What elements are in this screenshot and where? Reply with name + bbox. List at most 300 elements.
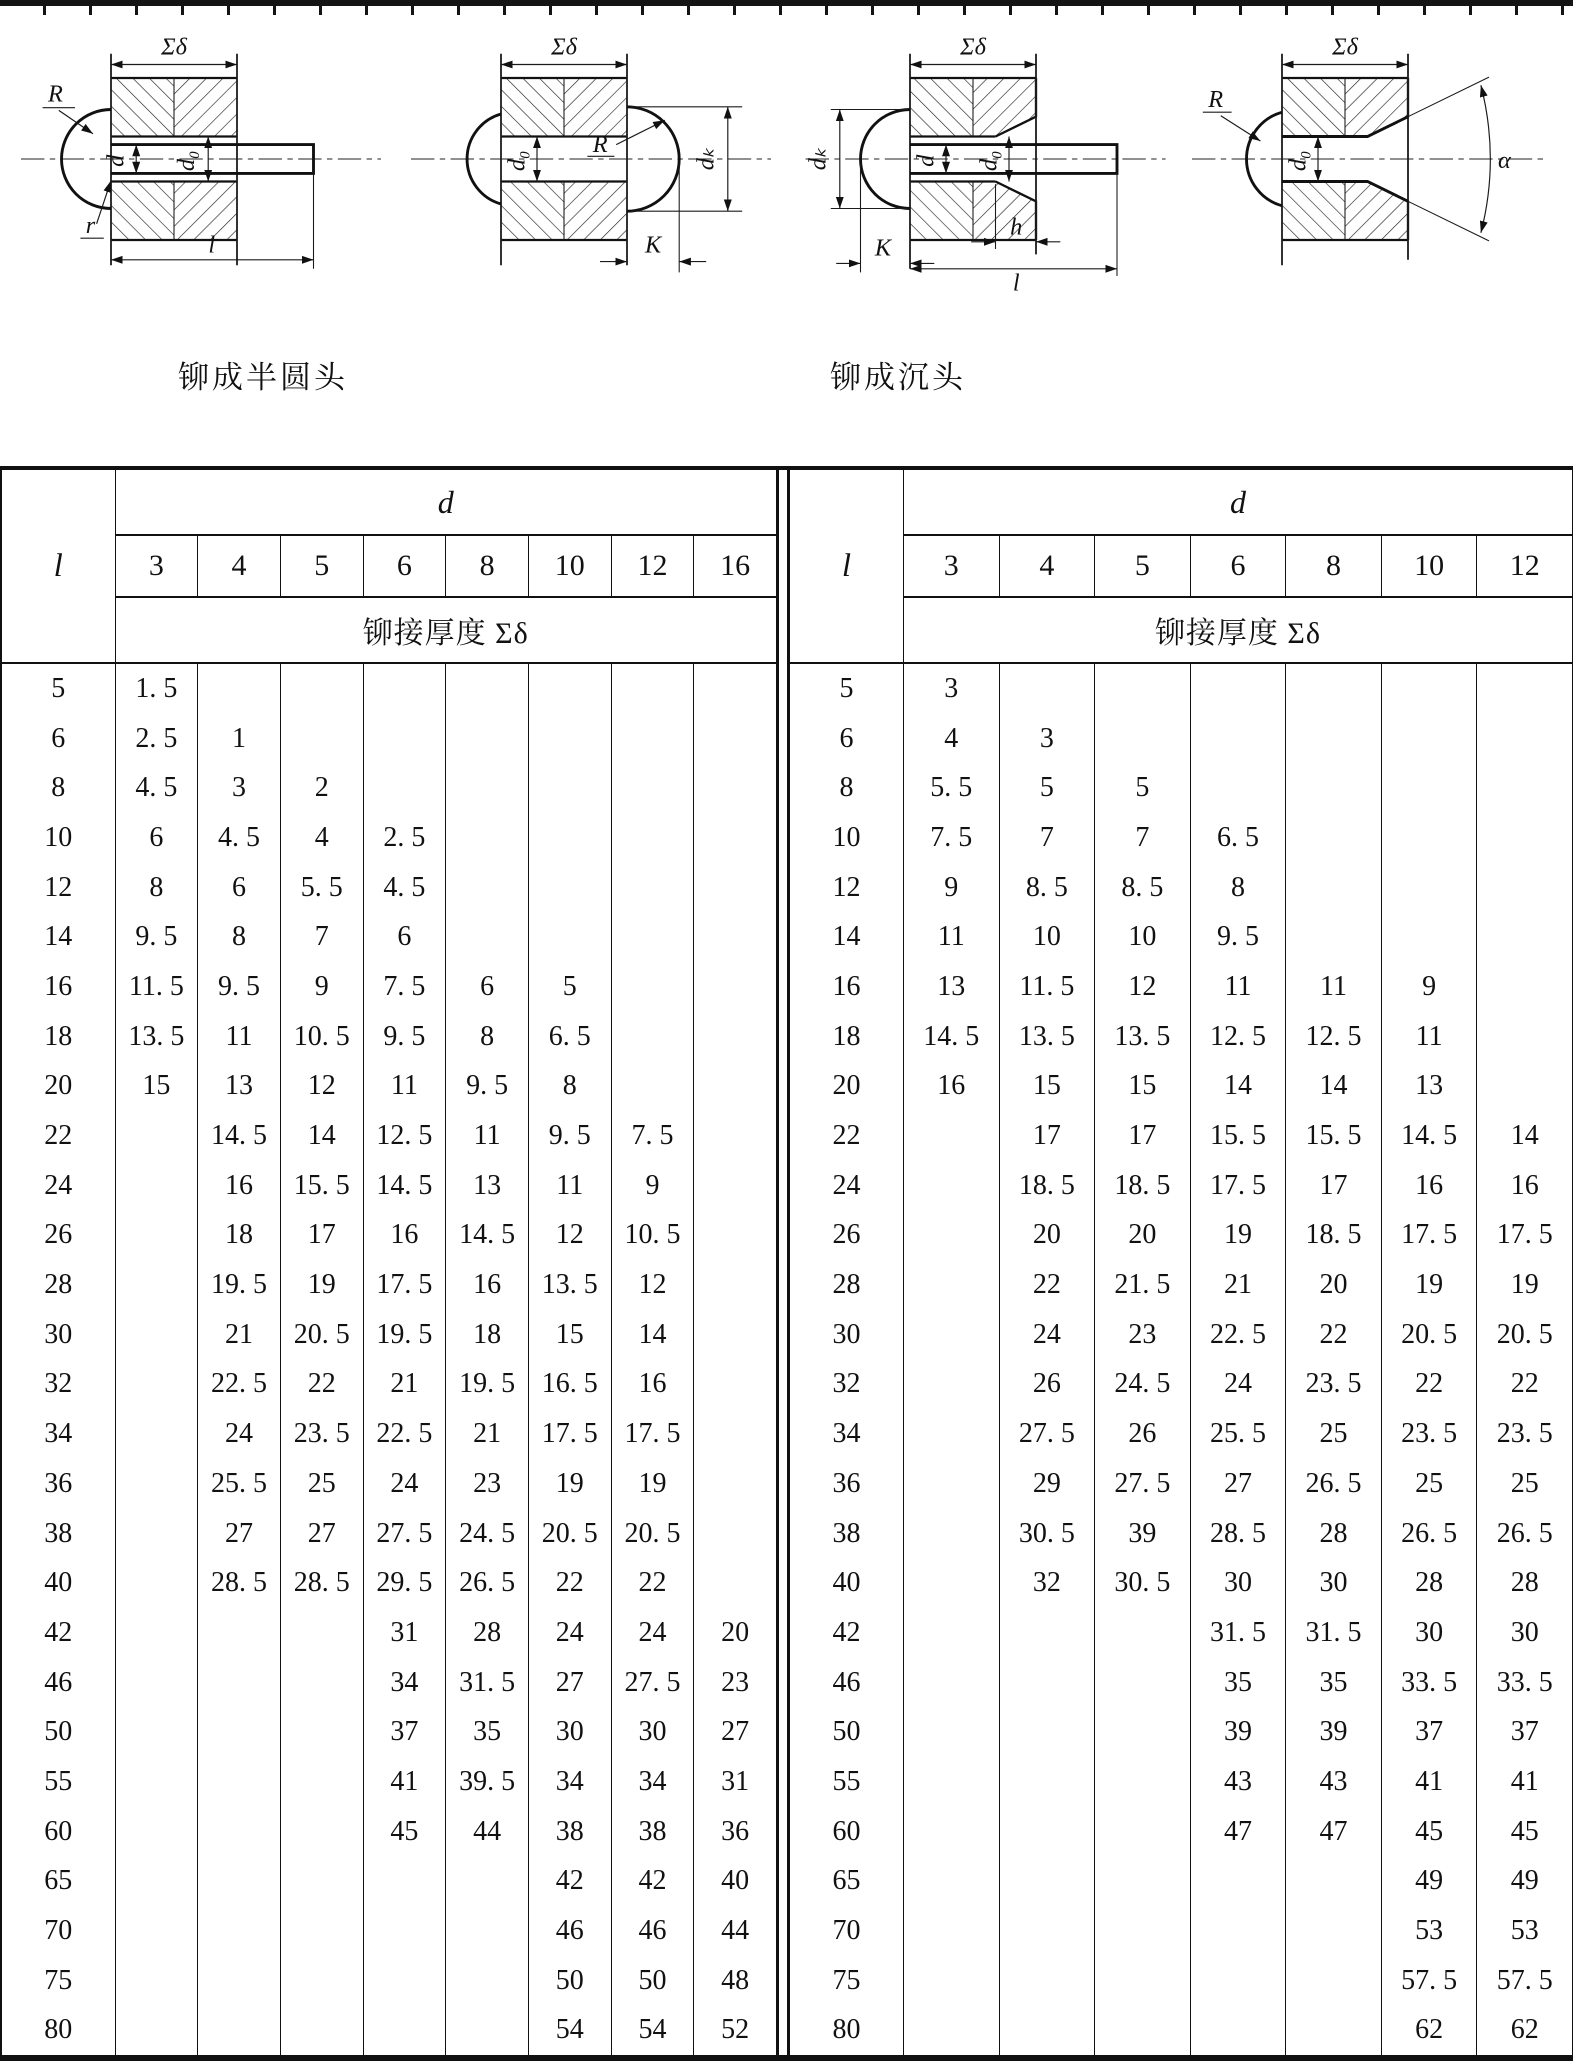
cell: 17. 5 — [611, 1409, 694, 1459]
cell — [694, 863, 777, 913]
cell: 1. 5 — [115, 663, 198, 714]
row-label-l: 28 — [790, 1260, 904, 1310]
cell: 19 — [1477, 1260, 1573, 1310]
cell — [1381, 763, 1477, 813]
cell: 34 — [363, 1658, 446, 1708]
row-label-l: 65 — [1, 1857, 115, 1907]
cell — [904, 1807, 1000, 1857]
cell — [115, 1707, 198, 1757]
cell: 62 — [1477, 2006, 1573, 2056]
cell: 5 — [528, 962, 611, 1012]
cell: 26 — [1095, 1409, 1191, 1459]
cell — [528, 714, 611, 764]
cell — [446, 863, 529, 913]
cell: 23. 5 — [1477, 1409, 1573, 1459]
row-label-l: 22 — [790, 1111, 904, 1161]
table-row — [790, 1012, 1573, 1062]
cell: 19 — [1190, 1211, 1286, 1261]
cell — [280, 1807, 363, 1857]
cell: 20 — [1095, 1211, 1191, 1261]
cell — [280, 1707, 363, 1757]
cell: 8 — [1190, 863, 1286, 913]
cell: 2. 5 — [363, 813, 446, 863]
cell: 30 — [1477, 1608, 1573, 1658]
cell — [694, 1459, 777, 1509]
cell: 15 — [1095, 1062, 1191, 1112]
table-row — [790, 813, 1573, 863]
cell: 17. 5 — [528, 1409, 611, 1459]
cell — [446, 813, 529, 863]
cell: 50 — [611, 1956, 694, 2006]
cell — [1477, 863, 1573, 913]
table-row — [790, 2006, 1573, 2056]
cell: 54 — [611, 2006, 694, 2056]
cell — [363, 663, 446, 714]
cell: 22 — [611, 1558, 694, 1608]
cell: 14 — [280, 1111, 363, 1161]
cell: 23 — [694, 1658, 777, 1708]
cell: 26. 5 — [1477, 1509, 1573, 1559]
cell: 4. 5 — [198, 813, 281, 863]
cell: 62 — [1381, 2006, 1477, 2056]
cell: 16. 5 — [528, 1360, 611, 1410]
cell: 28 — [1381, 1558, 1477, 1608]
cell: 17. 5 — [1381, 1211, 1477, 1261]
cell — [280, 2006, 363, 2056]
table-row — [790, 912, 1573, 962]
cell — [904, 1409, 1000, 1459]
cell: 49 — [1477, 1857, 1573, 1907]
cell — [611, 813, 694, 863]
table-row — [1, 962, 777, 1012]
sigma-delta-label: Σδ — [161, 33, 188, 61]
cell: 35 — [1286, 1658, 1382, 1708]
cell: 14 — [1286, 1062, 1382, 1112]
row-label-l: 20 — [790, 1062, 904, 1112]
cell: 4. 5 — [363, 863, 446, 913]
cell: 17 — [280, 1211, 363, 1261]
row-label-l: 55 — [790, 1757, 904, 1807]
cell: 24. 5 — [1095, 1360, 1191, 1410]
cell: 8 — [528, 1062, 611, 1112]
cell — [1477, 714, 1573, 764]
cell: 9. 5 — [528, 1111, 611, 1161]
cell: 54 — [528, 2006, 611, 2056]
cell — [115, 1211, 198, 1261]
cell: 16 — [904, 1062, 1000, 1112]
cell: 5 — [1095, 763, 1191, 813]
table-row — [1, 912, 777, 962]
cell: 8. 5 — [999, 863, 1095, 913]
table-row — [1, 863, 777, 913]
cell — [198, 1956, 281, 2006]
cell: 7. 5 — [611, 1111, 694, 1161]
cell — [1477, 1062, 1573, 1112]
left-table — [0, 470, 777, 2055]
cell: 25 — [280, 1459, 363, 1509]
cell: 43 — [1286, 1757, 1382, 1807]
cell: 6 — [198, 863, 281, 913]
cell: 26. 5 — [446, 1558, 529, 1608]
cell — [1477, 763, 1573, 813]
cell: 45 — [1381, 1807, 1477, 1857]
row-label-l: 16 — [790, 962, 904, 1012]
cell — [363, 2006, 446, 2056]
row-label-l: 18 — [1, 1012, 115, 1062]
cell — [611, 863, 694, 913]
cell: 47 — [1190, 1807, 1286, 1857]
cell: 37 — [363, 1707, 446, 1757]
row-label-l: 55 — [1, 1757, 115, 1807]
cell — [694, 763, 777, 813]
cell — [1381, 912, 1477, 962]
table-row — [1, 714, 777, 764]
cell — [611, 962, 694, 1012]
cell — [694, 663, 777, 714]
length-label: l — [1012, 269, 1020, 294]
cell: 2. 5 — [115, 714, 198, 764]
row-label-l: 6 — [1, 714, 115, 764]
cell: 12. 5 — [1190, 1012, 1286, 1062]
cell: 11 — [528, 1161, 611, 1211]
cell — [363, 1956, 446, 2006]
cell — [1381, 863, 1477, 913]
cell: 28. 5 — [280, 1558, 363, 1608]
radius-label: R — [1207, 85, 1223, 113]
dimensions — [804, 34, 1117, 294]
cell — [999, 663, 1095, 714]
cell: 11. 5 — [115, 962, 198, 1012]
cell — [904, 1310, 1000, 1360]
cell — [1477, 663, 1573, 714]
cell: 21 — [1190, 1260, 1286, 1310]
cell: 9. 5 — [198, 962, 281, 1012]
row-label-l: 28 — [1, 1260, 115, 1310]
cell: 31. 5 — [1190, 1608, 1286, 1658]
cell — [904, 1906, 1000, 1956]
row-label-l: 42 — [790, 1608, 904, 1658]
table-row — [1, 1062, 777, 1112]
cell: 52 — [694, 2006, 777, 2056]
cell: 21 — [198, 1310, 281, 1360]
cell — [1286, 1956, 1382, 2006]
cell: 25 — [1286, 1409, 1382, 1459]
row-label-l: 12 — [790, 863, 904, 913]
cell: 16 — [1381, 1161, 1477, 1211]
cell — [1095, 1757, 1191, 1807]
cell — [115, 1260, 198, 1310]
cell — [1477, 962, 1573, 1012]
cell: 57. 5 — [1381, 1956, 1477, 2006]
table-row — [790, 1956, 1573, 2006]
table-row — [1, 1807, 777, 1857]
cell — [115, 1310, 198, 1360]
cell: 2 — [280, 763, 363, 813]
cell: 15. 5 — [280, 1161, 363, 1211]
table-row — [1, 1012, 777, 1062]
group-header-d: d — [115, 470, 777, 535]
cell: 28. 5 — [1190, 1509, 1286, 1559]
cell — [363, 763, 446, 813]
row-label-l: 40 — [790, 1558, 904, 1608]
cell: 1 — [198, 714, 281, 764]
corner-label-l: l — [790, 470, 904, 663]
row-label-l: 80 — [1, 2006, 115, 2056]
table-row — [790, 1757, 1573, 1807]
row-label-l: 40 — [1, 1558, 115, 1608]
cell — [904, 1608, 1000, 1658]
cell — [1095, 714, 1191, 764]
table-row — [790, 1062, 1573, 1112]
head-height-label: K — [874, 234, 891, 262]
cell: 7. 5 — [363, 962, 446, 1012]
cell: 22 — [999, 1260, 1095, 1310]
cell — [904, 1111, 1000, 1161]
row-label-l: 42 — [1, 1608, 115, 1658]
cell: 50 — [528, 1956, 611, 2006]
cell: 17. 5 — [1190, 1161, 1286, 1211]
row-label-l: 60 — [1, 1807, 115, 1857]
cell: 7 — [999, 813, 1095, 863]
cropped-table-rule — [0, 0, 1573, 21]
cell — [280, 714, 363, 764]
cell — [999, 1807, 1095, 1857]
cell: 35 — [1190, 1658, 1286, 1708]
cell — [1286, 763, 1382, 813]
cell — [446, 1857, 529, 1907]
table-row — [790, 863, 1573, 913]
table-row — [1, 1906, 777, 1956]
cell: 11 — [363, 1062, 446, 1112]
cell: 15 — [115, 1062, 198, 1112]
cell: 27. 5 — [999, 1409, 1095, 1459]
cell — [1381, 663, 1477, 714]
cell — [694, 1310, 777, 1360]
row-label-l: 5 — [790, 663, 904, 714]
cell: 19. 5 — [363, 1310, 446, 1360]
cell: 22. 5 — [363, 1409, 446, 1459]
cell: 23 — [1095, 1310, 1191, 1360]
cell: 23. 5 — [1381, 1409, 1477, 1459]
cell — [115, 1111, 198, 1161]
cell — [1286, 663, 1382, 714]
cell — [528, 763, 611, 813]
cell: 8 — [446, 1012, 529, 1062]
cell: 25 — [1381, 1459, 1477, 1509]
cell: 24 — [528, 1608, 611, 1658]
cell: 39 — [1286, 1707, 1382, 1757]
right-table-wrap — [787, 470, 1573, 2055]
cell — [611, 1062, 694, 1112]
row-label-l: 70 — [790, 1906, 904, 1956]
cell: 53 — [1477, 1906, 1573, 1956]
cell — [1190, 663, 1286, 714]
cell: 14. 5 — [904, 1012, 1000, 1062]
cell: 19 — [611, 1459, 694, 1509]
table-row — [790, 1211, 1573, 1261]
cell: 13. 5 — [1095, 1012, 1191, 1062]
cell: 41 — [1477, 1757, 1573, 1807]
cell: 10 — [1095, 912, 1191, 962]
cell: 38 — [611, 1807, 694, 1857]
cell — [446, 763, 529, 813]
cell — [999, 2006, 1095, 2056]
cell: 24. 5 — [446, 1509, 529, 1559]
cell: 5. 5 — [904, 763, 1000, 813]
diagram-countersunk-after — [1183, 24, 1561, 294]
diagram-row — [0, 24, 1573, 294]
cell — [694, 912, 777, 962]
table-row — [1, 1360, 777, 1410]
cell: 18. 5 — [999, 1161, 1095, 1211]
cell — [446, 1906, 529, 1956]
cell — [694, 1260, 777, 1310]
row-label-l: 75 — [790, 1956, 904, 2006]
cell — [198, 1608, 281, 1658]
cell: 53 — [1381, 1906, 1477, 1956]
cell — [1190, 1857, 1286, 1907]
cell: 13. 5 — [528, 1260, 611, 1310]
cell — [904, 1260, 1000, 1310]
cell: 28. 5 — [198, 1558, 281, 1608]
row-label-l: 10 — [1, 813, 115, 863]
cell: 14. 5 — [198, 1111, 281, 1161]
cell — [999, 1658, 1095, 1708]
cell: 18 — [446, 1310, 529, 1360]
cell — [999, 1857, 1095, 1907]
cell — [1286, 863, 1382, 913]
row-label-l: 22 — [1, 1111, 115, 1161]
cell — [198, 1707, 281, 1757]
cell — [1190, 1956, 1286, 2006]
cell — [1477, 912, 1573, 962]
cell: 31. 5 — [446, 1658, 529, 1708]
cell: 24 — [1190, 1360, 1286, 1410]
cell — [694, 1211, 777, 1261]
cell — [1095, 1906, 1191, 1956]
cell — [694, 1360, 777, 1410]
row-label-l: 26 — [1, 1211, 115, 1261]
cell: 11 — [446, 1111, 529, 1161]
cell: 9 — [1381, 962, 1477, 1012]
cell: 29 — [999, 1459, 1095, 1509]
cell: 25. 5 — [198, 1459, 281, 1509]
cell: 27 — [198, 1509, 281, 1559]
row-label-l: 5 — [1, 663, 115, 714]
cell — [999, 1906, 1095, 1956]
cell: 4 — [904, 714, 1000, 764]
row-label-l: 30 — [790, 1310, 904, 1360]
cell — [115, 1509, 198, 1559]
table-row — [1, 663, 777, 714]
group-header-d: d — [904, 470, 1573, 535]
cell — [1477, 1012, 1573, 1062]
cell — [280, 1906, 363, 1956]
cell: 18. 5 — [1095, 1161, 1191, 1211]
row-label-l: 60 — [790, 1807, 904, 1857]
cell: 39. 5 — [446, 1757, 529, 1807]
cell: 17 — [999, 1111, 1095, 1161]
cell — [904, 1459, 1000, 1509]
length-label: l — [208, 231, 216, 259]
table-row — [790, 1161, 1573, 1211]
cell: 20. 5 — [1477, 1310, 1573, 1360]
cell: 14. 5 — [1381, 1111, 1477, 1161]
row-label-l: 65 — [790, 1857, 904, 1907]
cell: 22 — [280, 1360, 363, 1410]
cell — [694, 714, 777, 764]
cell: 7. 5 — [904, 813, 1000, 863]
cell: 12 — [1095, 962, 1191, 1012]
cell — [280, 1857, 363, 1907]
col-header-d-4: 4 — [198, 535, 281, 597]
cell — [904, 2006, 1000, 2056]
cell — [115, 1161, 198, 1211]
col-header-d-3: 3 — [904, 535, 1000, 597]
cell: 6. 5 — [528, 1012, 611, 1062]
caption-countersunk: 铆成沉头 — [830, 360, 966, 395]
cell — [115, 1956, 198, 2006]
row-label-l: 34 — [1, 1409, 115, 1459]
row-label-l: 30 — [1, 1310, 115, 1360]
table-row — [790, 1409, 1573, 1459]
head-height-label: K — [645, 231, 662, 259]
cell: 6 — [446, 962, 529, 1012]
cell — [1095, 663, 1191, 714]
table-row — [1, 1658, 777, 1708]
cell: 41 — [1381, 1757, 1477, 1807]
cell: 29. 5 — [363, 1558, 446, 1608]
cell: 15 — [528, 1310, 611, 1360]
cell — [446, 714, 529, 764]
cell: 7 — [1095, 813, 1191, 863]
cell: 28 — [1286, 1509, 1382, 1559]
cell — [611, 912, 694, 962]
row-label-l: 12 — [1, 863, 115, 913]
cell: 22 — [1477, 1360, 1573, 1410]
cell — [1381, 714, 1477, 764]
row-label-l: 36 — [1, 1459, 115, 1509]
subheader-rivet-thickness: 铆接厚度 Σδ — [115, 597, 777, 663]
d0-label: d₀ — [172, 150, 200, 172]
cell: 43 — [1190, 1757, 1286, 1807]
cell: 15 — [999, 1062, 1095, 1112]
row-label-l: 8 — [790, 763, 904, 813]
cell — [280, 1956, 363, 2006]
d0-label: d₀ — [1284, 150, 1312, 172]
row-label-l: 50 — [790, 1707, 904, 1757]
table-row — [1, 1757, 777, 1807]
sigma-delta-label: Σδ — [959, 33, 986, 61]
cell — [904, 1757, 1000, 1807]
cell: 11. 5 — [999, 962, 1095, 1012]
col-header-d-4: 4 — [999, 535, 1095, 597]
table-row — [1, 1707, 777, 1757]
cell — [280, 1608, 363, 1658]
cell: 32 — [999, 1558, 1095, 1608]
cell — [999, 1956, 1095, 2006]
row-label-l: 32 — [790, 1360, 904, 1410]
col-header-d-3: 3 — [115, 535, 198, 597]
col-header-d-8: 8 — [1286, 535, 1382, 597]
col-header-d-6: 6 — [363, 535, 446, 597]
cell: 18. 5 — [1286, 1211, 1382, 1261]
table-row — [1, 1857, 777, 1907]
radius-label: R — [593, 130, 609, 158]
cell: 27 — [528, 1658, 611, 1708]
countersink-depth-label: h — [1009, 213, 1022, 241]
cell: 39 — [1095, 1509, 1191, 1559]
